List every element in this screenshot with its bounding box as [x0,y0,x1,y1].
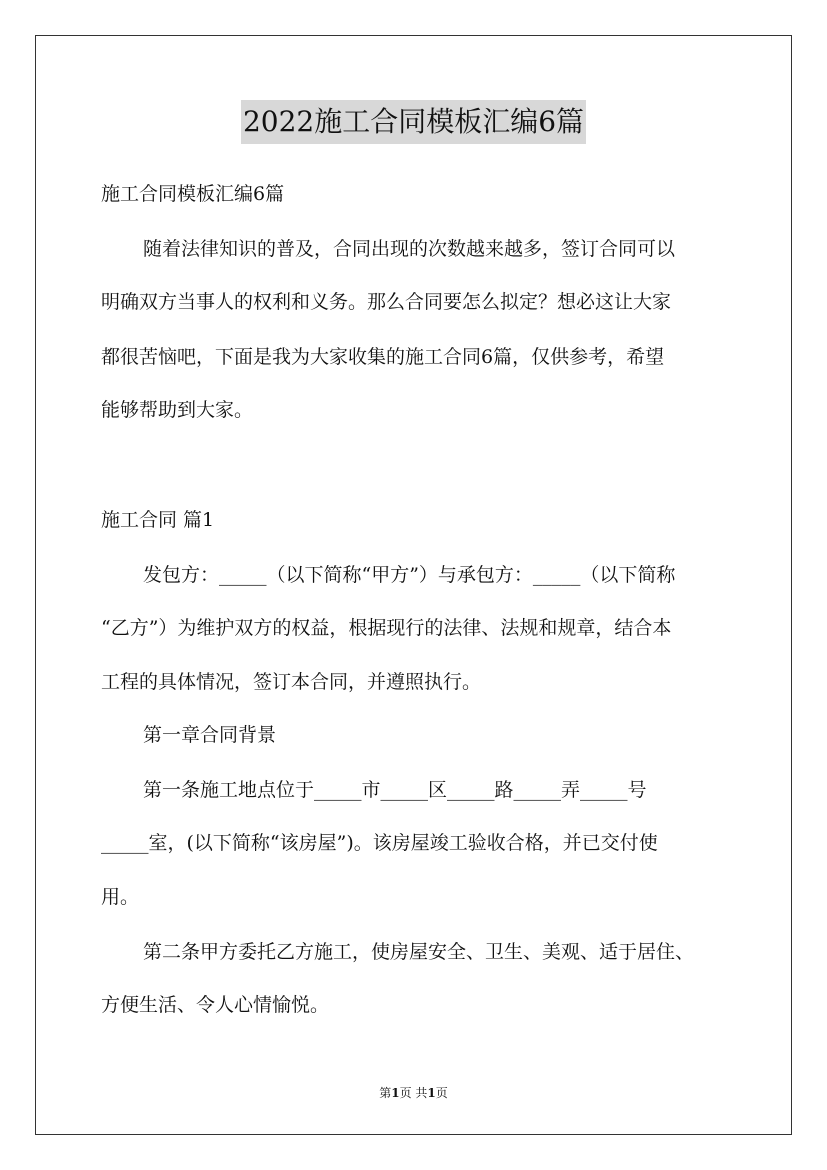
body-line: 随着法律知识的普及，合同出现的次数越来越多，签订合同可以 [143,238,676,260]
section-heading: 施工合同 篇1 [101,509,215,531]
page-mid: 页 共 [399,1086,428,1100]
title-container [0,100,827,144]
body-line: 都很苦恼吧，下面是我为大家收集的施工合同6篇，仅供参考，希望 [101,346,665,368]
page-suffix: 页 [435,1086,448,1100]
page-number: 1 [391,1086,400,1100]
body-line: “乙方”）为维护双方的权益，根据现行的法律、法规和规章，结合本 [101,617,672,639]
section-heading: 施工合同模板汇编6篇 [101,183,285,205]
body-line: 发包方：_____（以下简称“甲方”）与承包方：_____（以下简称 [143,564,676,586]
body-line: 明确双方当事人的权利和义务。那么合同要怎么拟定？想必这让大家 [101,291,672,313]
document-title: 2022施工合同模板汇编6篇 [241,100,586,144]
page-total: 1 [427,1086,436,1100]
body-line: 用。 [101,886,140,908]
chapter-heading: 第一章合同背景 [143,724,277,746]
body-line: 第二条甲方委托乙方施工，使房屋安全、卫生、美观、适于居住、 [143,941,695,963]
page-footer [0,1084,827,1101]
page-prefix: 第 [379,1086,392,1100]
body-line: _____室，(以下简称“该房屋”)。该房屋竣工验收合格，并已交付使 [101,832,658,854]
body-line: 工程的具体情况，签订本合同，并遵照执行。 [101,671,482,693]
body-line: 方便生活、令人心情愉悦。 [101,994,330,1016]
body-line: 能够帮助到大家。 [101,399,254,421]
body-line: 第一条施工地点位于_____市_____区_____路_____弄_____号 [143,779,647,801]
